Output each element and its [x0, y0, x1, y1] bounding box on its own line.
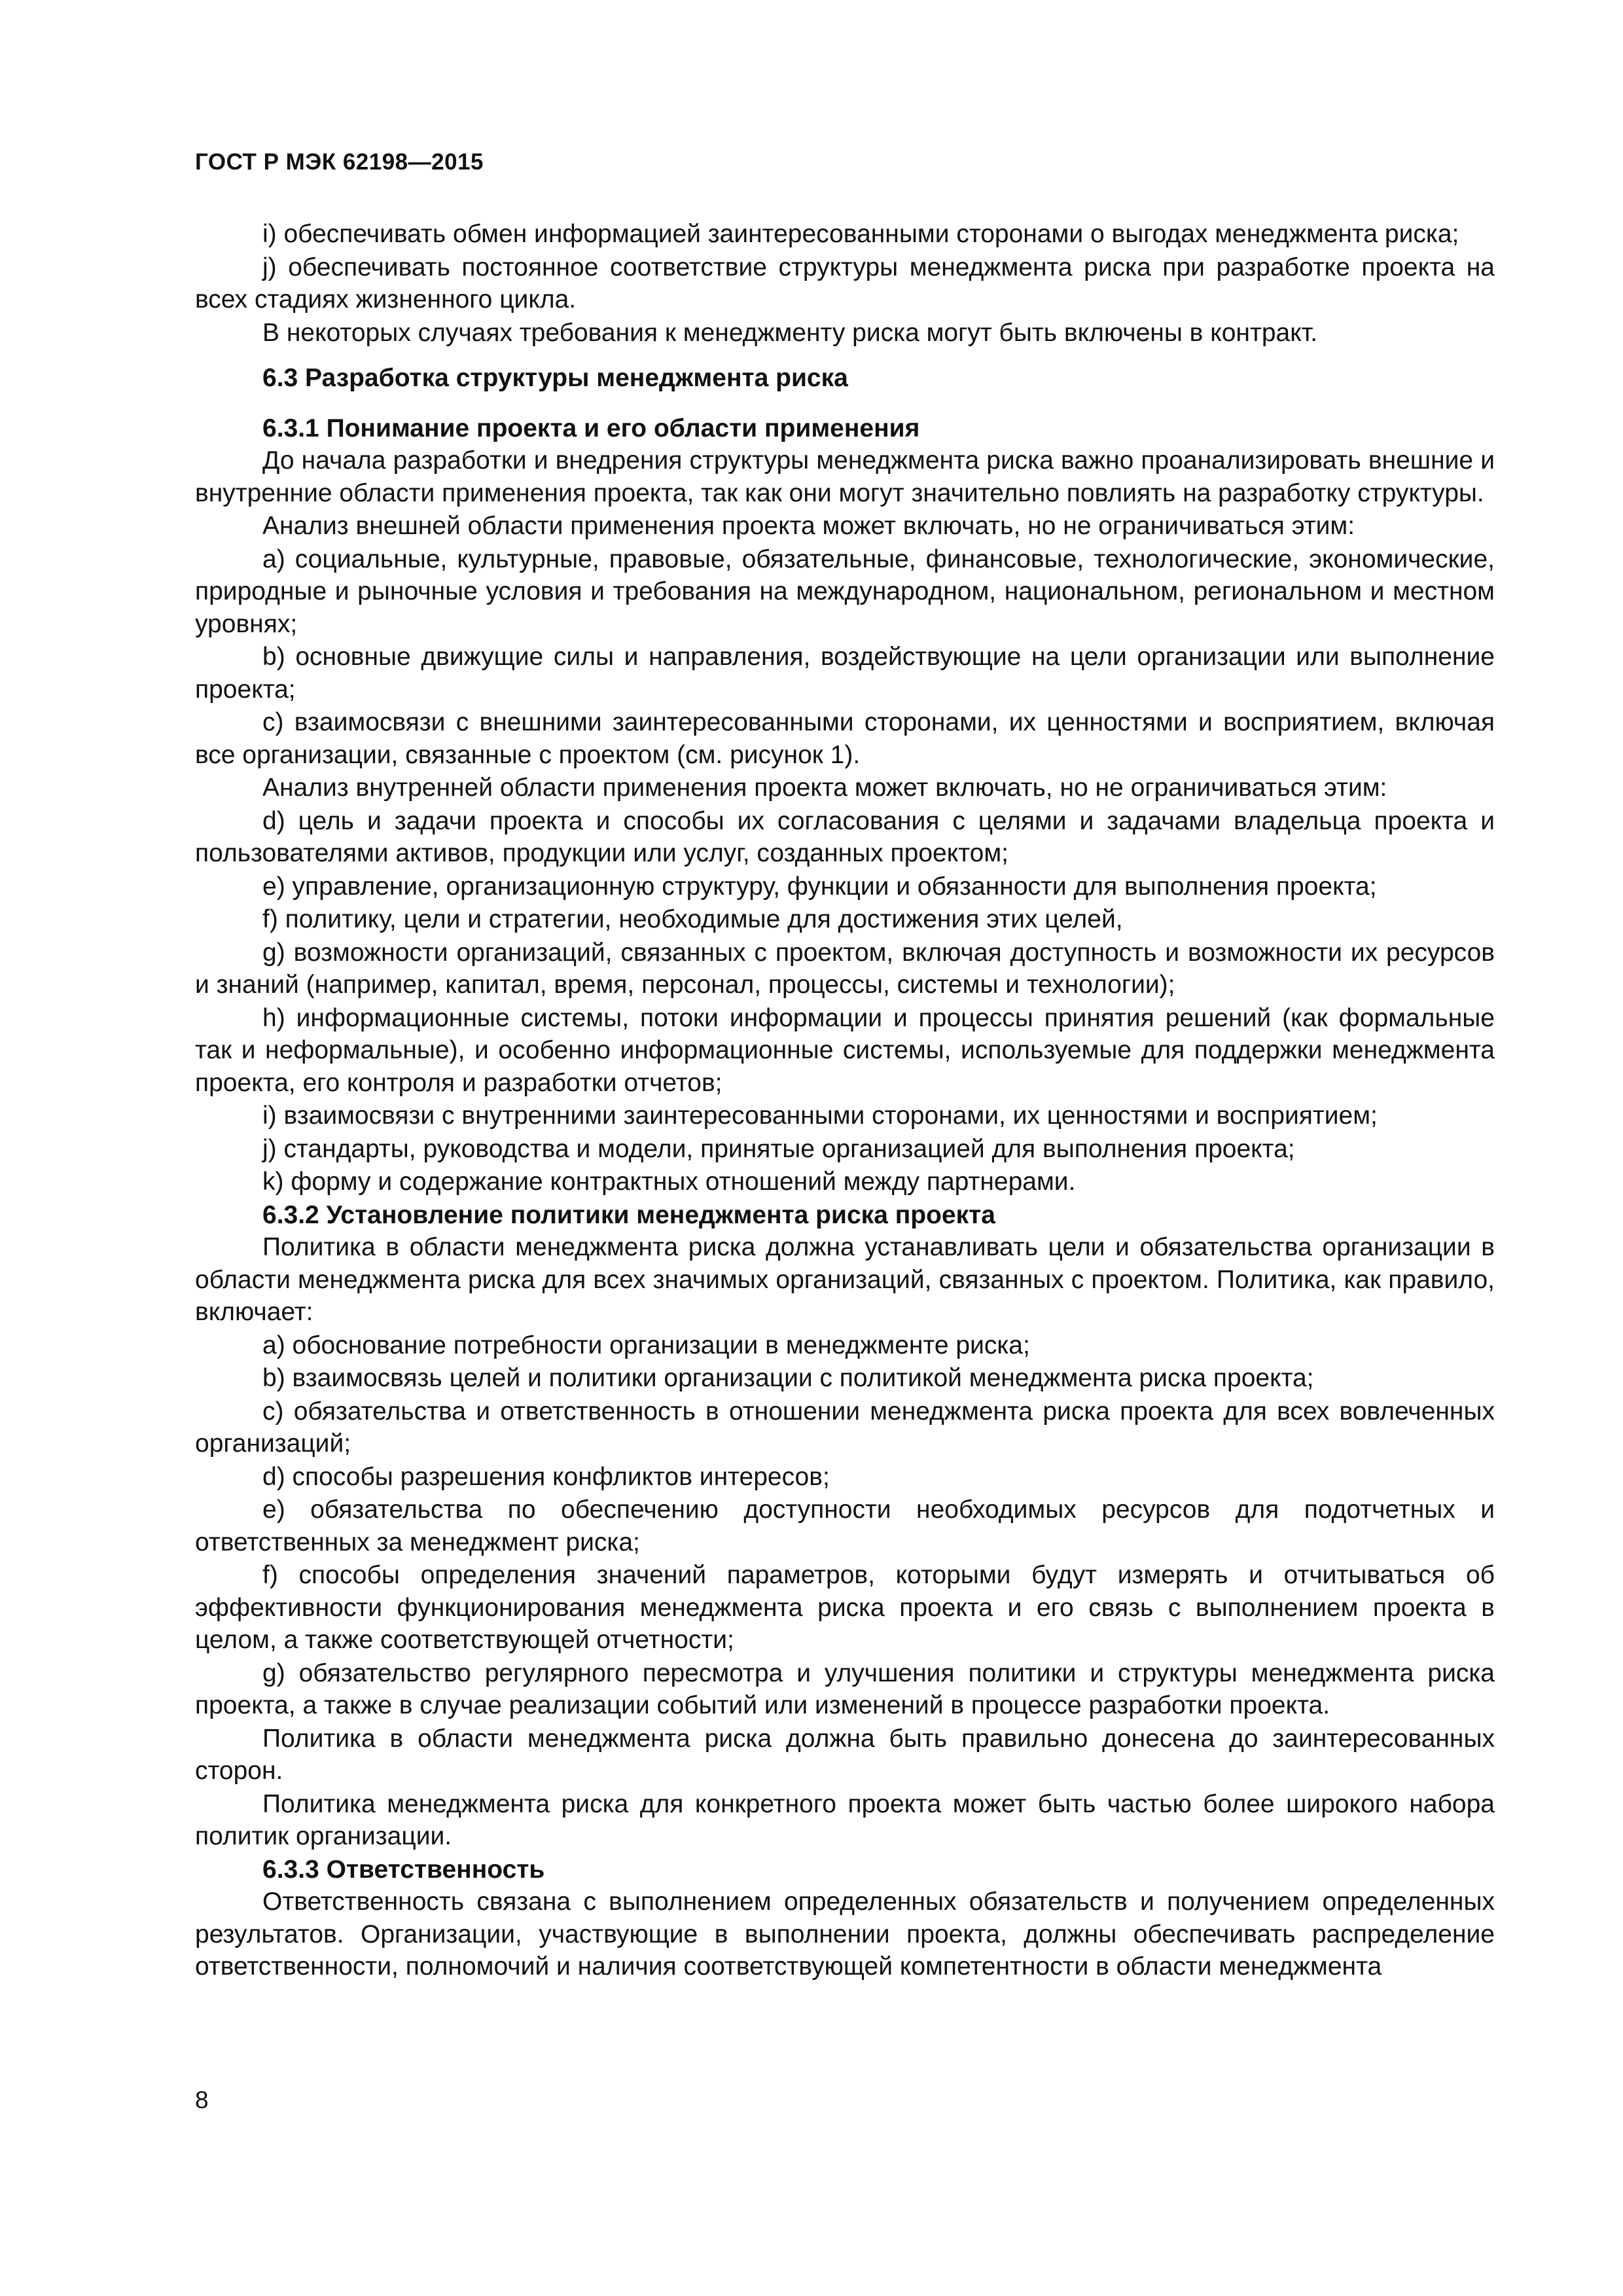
list-item: b) основные движущие силы и направления, воздействующие на цели организации или выполнение проекта; [195, 643, 1495, 704]
list-item: d) способы разрешения конфликтов интересов; [262, 1462, 830, 1491]
list-item: b) взаимосвязь целей и политики организации с политикой менеджмента риска проекта; [262, 1364, 1314, 1392]
paragraph: Анализ внешней области применения проекта может включать, но не ограничиваться этим: [262, 512, 1355, 540]
list-item: i) взаимосвязи с внутренними заинтересованными сторонами, их ценностями и восприятием; [262, 1102, 1378, 1130]
list-item: g) возможности организаций, связанных с проектом, включая доступность и возможности их ресурсов и знаний (например, капитал, время, персонал, процессы, системы и технологии); [195, 938, 1495, 999]
list-item: a) обоснование потребности организации в менеджменте риска; [262, 1331, 1030, 1359]
paragraph: Политика в области менеджмента риска должна устанавливать цели и обязательства организации в области менеджмента риска для всех значимых организаций, связанных с проектом. Политика, как правило, включает: [195, 1233, 1495, 1326]
page-number: 8 [195, 2087, 209, 2113]
paragraph: В некоторых случаях требования к менеджменту риска могут быть включены в контракт. [262, 318, 1318, 347]
paragraph: До начала разработки и внедрения структуры менеджмента риска важно проанализировать внешние и внутренние области применения проекта, так как они могут значительно повлиять на разработку структуры. [195, 446, 1495, 507]
subsection-heading: 6.3.3 Ответственность [262, 1855, 545, 1884]
subsection-heading: 6.3.2 Установление политики менеджмента риска проекта [262, 1200, 995, 1229]
document-header: ГОСТ Р МЭК 62198—2015 [195, 149, 484, 175]
paragraph: i) обеспечивать обмен информацией заинтересованными сторонами о выгодах менеджмента риска; [262, 220, 1459, 248]
paragraph: j) обеспечивать постоянное соответствие структуры менеджмента риска при разработке проекта на всех стадиях жизненного цикла. [195, 253, 1495, 314]
list-item: c) взаимосвязи с внешними заинтересованными сторонами, их ценностями и восприятием, включая все организации, связанные с проектом (см. рисунок 1). [195, 708, 1495, 769]
list-item: e) обязательства по обеспечению доступности необходимых ресурсов для подотчетных и ответственных за менеджмент риска; [195, 1496, 1495, 1556]
list-item: f) способы определения значений параметров, которыми будут измерять и отчитываться об эффективности функционирования менеджмента риска проекта и его связь с выполнением проекта в целом, а также соответствующей отчетности; [195, 1561, 1495, 1654]
list-item: j) стандарты, руководства и модели, принятые организацией для выполнения проекта; [262, 1134, 1295, 1163]
paragraph: Политика в области менеджмента риска должна быть правильно донесена до заинтересованных сторон. [195, 1724, 1495, 1785]
section-heading: 6.3 Разработка структуры менеджмента риска [262, 364, 848, 392]
list-item: a) социальные, культурные, правовые, обязательные, финансовые, технологические, экономические, природные и рыночные условия и требования на международном, национальном, региональном и местном уровнях; [195, 545, 1495, 638]
list-item: g) обязательство регулярного пересмотра и улучшения политики и структуры менеджмента риска проекта, а также в случае реализации событий или изменений в процессе разработки проекта. [195, 1659, 1495, 1719]
list-item: h) информационные системы, потоки информации и процессы принятия решений (как формальные так и неформальные), и особенно информационные системы, используемые для поддержки менеджмента проекта, его контроля и разработки отчетов; [195, 1003, 1495, 1097]
list-item: c) обязательства и ответственность в отношении менеджмента риска проекта для всех вовлеченных организаций; [195, 1397, 1495, 1458]
list-item: k) форму и содержание контрактных отношений между партнерами. [262, 1168, 1076, 1196]
list-item: d) цель и задачи проекта и способы их согласования с целями и задачами владельца проекта и пользователями активов, продукции или услуг, созданных проектом; [195, 806, 1495, 867]
paragraph: Политика менеджмента риска для конкретного проекта может быть частью более широкого набора политик организации. [195, 1789, 1495, 1850]
subsection-heading: 6.3.1 Понимание проекта и его области применения [262, 414, 920, 442]
document-body [195, 218, 1495, 1984]
list-item: f) политику, цели и стратегии, необходимые для достижения этих целей, [262, 905, 1123, 933]
list-item: e) управление, организационную структуру, функции и обязанности для выполнения проекта; [262, 872, 1377, 901]
paragraph: Ответственность связана с выполнением определенных обязательств и получением определенных результатов. Организации, участвующие в выполнении проекта, должны обеспечивать распределение ответственности, полномочий и наличия соответствующей компетентности в области менеджмента [195, 1888, 1495, 1981]
paragraph: Анализ внутренней области применения проекта может включать, но не ограничиваться этим: [262, 774, 1387, 802]
